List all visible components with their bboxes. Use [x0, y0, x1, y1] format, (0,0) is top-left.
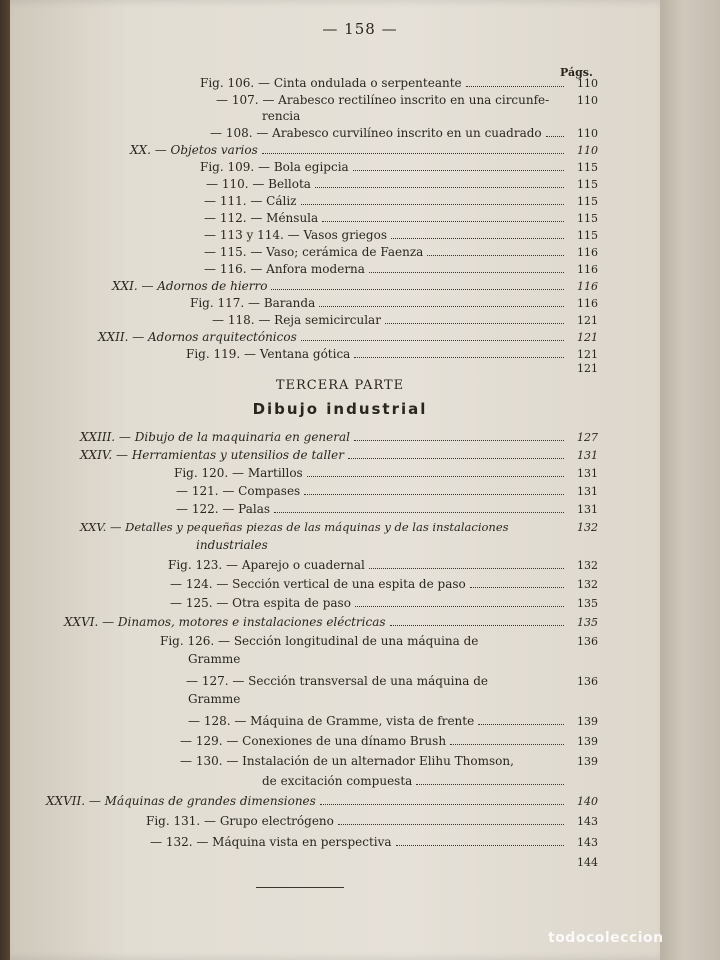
- toc-entry: — 116. — Anfora moderna 116: [204, 262, 598, 276]
- toc-entry-continuation: de excitación compuesta: [262, 774, 598, 791]
- toc-section: XXVI. — Dinamos, motores e instalaciones eléctricas 135: [64, 615, 598, 629]
- toc-entry: — 129. — Conexiones de una dínamo Brush 139: [180, 734, 598, 748]
- toc-entry: — 132. — Máquina vista en perspectiva 143: [150, 835, 598, 849]
- toc-entry: — 128. — Máquina de Gramme, vista de frente 139: [188, 714, 598, 728]
- part-title: TERCERA PARTE: [275, 378, 405, 393]
- toc-section: XXIII. — Dibujo de la maquinaria en general 127: [80, 430, 598, 444]
- toc-entry: Fig. 106. — Cinta ondulada o serpenteante 110: [200, 76, 598, 90]
- toc-entry: — 121. — Compases 131: [176, 484, 598, 498]
- toc-entry: — 107. — Arabesco rectilíneo inscrito en una circunfe- 110: [216, 93, 598, 107]
- toc-entry: — 127. — Sección transversal de una máquina de 136: [186, 674, 598, 688]
- toc-entry: — 108. — Arabesco curvilíneo inscrito en un cuadrado 110: [210, 126, 598, 140]
- toc-section: XXII. — Adornos arquitectónicos 121: [98, 330, 598, 344]
- toc-entry: Fig. 123. — Aparejo o cuadernal 132: [168, 558, 598, 572]
- toc-entry: — 125. — Otra espita de paso 135: [170, 596, 598, 610]
- toc-section: XXI. — Adornos de hierro 116: [112, 279, 598, 293]
- toc-section: XXIV. — Herramientas y utensilios de taller 131: [80, 448, 598, 462]
- toc-entry: — 112. — Ménsula 115: [204, 211, 598, 225]
- toc-entry: Fig. 126. — Sección longitudinal de una máquina de 136: [160, 634, 598, 648]
- part-subtitle: Dibujo industrial: [252, 400, 428, 418]
- watermark-logo: todocoleccion: [548, 930, 664, 946]
- toc-entry: — 110. — Bellota 115: [206, 177, 598, 191]
- closing-rule: [256, 887, 344, 888]
- toc-entry: — 124. — Sección vertical de una espita de paso 132: [170, 577, 598, 591]
- toc-entry: Fig. 131. — Grupo electrógeno 143: [146, 814, 598, 828]
- toc-entry-continuation: Gramme: [188, 652, 241, 666]
- toc-entry: Fig. 109. — Bola egipcia 115: [200, 160, 598, 174]
- toc-entry-continuation: rencia: [262, 109, 301, 123]
- toc-entry-continuation: Gramme: [188, 692, 241, 706]
- toc-section-continuation: industriales: [196, 538, 268, 552]
- toc-entry: — 115. — Vaso; cerámica de Faenza 116: [204, 245, 598, 259]
- toc-entry-page-only: 144: [577, 856, 598, 869]
- adjacent-page-edge: [660, 0, 720, 960]
- toc-entry: — 113 y 114. — Vasos griegos 115: [204, 228, 598, 242]
- toc-entry: Fig. 119. — Ventana gótica 121: [186, 347, 598, 361]
- pages-column-header: Págs.: [560, 66, 593, 79]
- toc-entry: Fig. 120. — Martillos 131: [174, 466, 598, 480]
- page-number: — 158 —: [322, 20, 398, 38]
- toc-section: XXVII. — Máquinas de grandes dimensiones 140: [46, 794, 598, 808]
- toc-section: XX. — Objetos varios 110: [130, 143, 598, 157]
- toc-section: XXV. — Detalles y pequeñas piezas de las máquinas y de las instalaciones 132: [80, 520, 598, 534]
- toc-entry: — 118. — Reja semicircular 121: [212, 313, 598, 327]
- toc-entry: — 122. — Palas 131: [176, 502, 598, 516]
- toc-entry: — 111. — Cáliz 115: [204, 194, 598, 208]
- toc-entry: Fig. 117. — Baranda 116: [190, 296, 598, 310]
- toc-entry-page-only: 121: [577, 362, 598, 375]
- toc-entry: — 130. — Instalación de un alternador Elihu Thomson, 139: [180, 754, 598, 768]
